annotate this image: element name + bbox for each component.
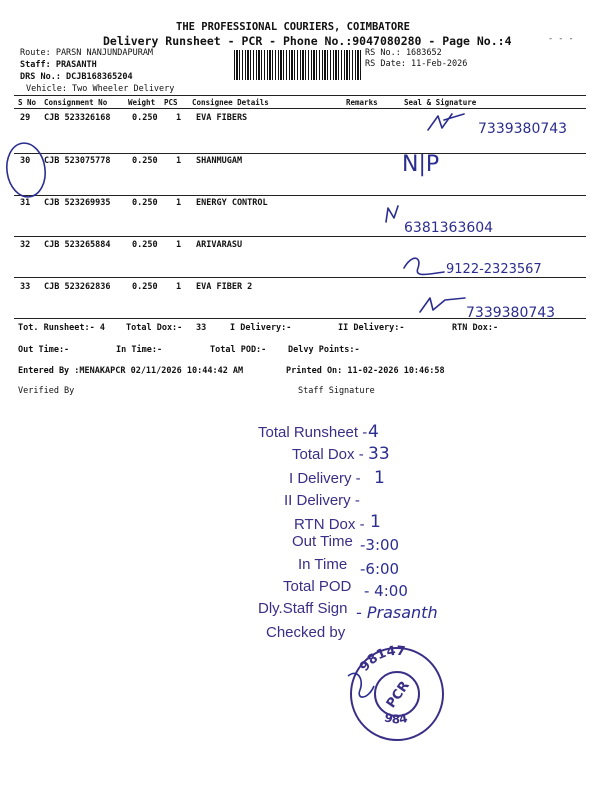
ii-delivery: II Delivery:- [338, 323, 405, 333]
row-weight: 0.250 [132, 156, 158, 166]
summary-total-dox-label: Total Dox - [292, 446, 364, 463]
row-pcs: 1 [176, 240, 182, 250]
rtn-dox: RTN Dox:- [452, 323, 499, 333]
route: Route: PARSN NANJUNDAPURAM [20, 48, 154, 58]
handwritten-phone: 7339380743 [478, 121, 568, 137]
row-consignment: CJB 523262836 [44, 282, 111, 292]
col-sno: S No [18, 98, 37, 107]
handwritten-phone: 7339380743 [466, 305, 556, 321]
total-pod: Total POD:- [210, 345, 267, 355]
svg-text:984 [383, 710, 409, 726]
stamp-center-text: PCR [383, 678, 413, 712]
in-time: In Time:- [116, 345, 163, 355]
summary-out-time-label: Out Time [292, 533, 353, 550]
pcr-stamp [342, 636, 452, 746]
verified-by: Verified By [18, 386, 75, 396]
summary-out-time-value: -3:00 [360, 536, 400, 554]
row-consignment: CJB 523075778 [44, 156, 111, 166]
col-consignee: Consignee Details [192, 98, 269, 107]
summary-staff-sign-label: Dly.Staff Sign [258, 600, 348, 617]
handwritten-phone: 6381363604 [404, 220, 494, 236]
stamp-bottom-text: 984 [382, 710, 409, 727]
svg-text:98147 [357, 644, 406, 675]
summary-staff-sign-value: - Prasanth [356, 603, 438, 622]
vehicle: Vehicle: Two Wheeler Delivery [26, 84, 175, 94]
corner-marks: - - - [548, 34, 574, 44]
row-consignee: EVA FIBERS [196, 113, 248, 123]
total-dox-value: 33 [196, 323, 207, 333]
row-weight: 0.250 [132, 240, 158, 250]
summary-total-runsheet-label: Total Runsheet - [258, 424, 368, 441]
signature-scribble-icon [404, 258, 444, 274]
out-time: Out Time:- [18, 345, 70, 355]
col-weight: Weight [128, 98, 156, 107]
row-sno: 31 [20, 198, 31, 208]
row-consignment: CJB 523269935 [44, 198, 111, 208]
row-sno: 29 [20, 113, 31, 123]
summary-ii-delivery-label: II Delivery - [284, 492, 360, 509]
summary-total-dox-value: 33 [368, 444, 390, 464]
summary-in-time-value: -6:00 [360, 560, 400, 578]
summary-i-delivery-value: 1 [374, 468, 385, 488]
summary-in-time-label: In Time [298, 556, 348, 573]
col-pcs: PCS [164, 98, 178, 107]
company-name: THE PROFESSIONAL COURIERS, COIMBATORE [176, 21, 410, 33]
drs-number: DRS No.: DCJB168365204 [20, 72, 133, 82]
row-weight: 0.250 [132, 113, 158, 123]
row-consignee: ARIVARASU [196, 240, 243, 250]
summary-total-pod-label: Total POD [283, 578, 352, 595]
stamp-top-text: 98147 [357, 643, 407, 675]
runsheet-title: Delivery Runsheet - PCR - Phone No.:9047080280 - Page No.:4 [103, 34, 512, 48]
circle-mark-icon [3, 141, 48, 200]
staff: Staff: PRASANTH [20, 60, 97, 70]
signature-scribble-icon [428, 114, 464, 130]
row-sno: 30 [20, 156, 31, 166]
handwritten-phone: 9122-2323567 [446, 262, 542, 277]
row-pcs: 1 [176, 198, 182, 208]
handwritten-note: N|P [402, 152, 440, 177]
summary-rtn-dox-label: RTN Dox - [294, 516, 365, 533]
summary-i-delivery-label: I Delivery - [289, 470, 361, 487]
col-seal-signature: Seal & Signature [404, 98, 477, 107]
tot-runsheet: Tot. Runsheet:- 4 [18, 323, 105, 333]
total-dox-label: Total Dox:- [126, 323, 183, 333]
staff-signature-label: Staff Signature [298, 386, 375, 396]
entered-by: Entered By :MENAKAPCR 02/11/2026 10:44:42 AM [18, 366, 244, 376]
printed-on: Printed On: 11-02-2026 10:46:58 [286, 366, 445, 376]
row-consignee: SHANMUGAM [196, 156, 243, 166]
summary-total-pod-value: - 4:00 [364, 582, 408, 600]
row-pcs: 1 [176, 113, 182, 123]
signature-scribble-icon [386, 206, 398, 222]
row-weight: 0.250 [132, 198, 158, 208]
row-consignee: ENERGY CONTROL [196, 198, 268, 208]
col-consignment: Consignment No [44, 98, 108, 107]
i-delivery: I Delivery:- [230, 323, 292, 333]
rs-date: RS Date: 11-Feb-2026 [365, 59, 468, 69]
summary-total-runsheet-value: 4 [368, 422, 379, 442]
handwriting-layer [0, 0, 600, 330]
rs-number: RS No.: 1683652 [365, 48, 442, 58]
signature-scribble-icon [420, 298, 465, 312]
row-pcs: 1 [176, 282, 182, 292]
row-sno: 32 [20, 240, 31, 250]
row-sno: 33 [20, 282, 31, 292]
row-consignment: CJB 523265884 [44, 240, 111, 250]
row-consignment: CJB 523326168 [44, 113, 111, 123]
summary-checked-by-label: Checked by [266, 624, 346, 641]
row-weight: 0.250 [132, 282, 158, 292]
summary-rtn-dox-value: 1 [370, 512, 381, 532]
col-remarks: Remarks [346, 98, 378, 107]
row-pcs: 1 [176, 156, 182, 166]
row-consignee: EVA FIBER 2 [196, 282, 253, 292]
delvy-points: Delvy Points:- [288, 345, 360, 355]
